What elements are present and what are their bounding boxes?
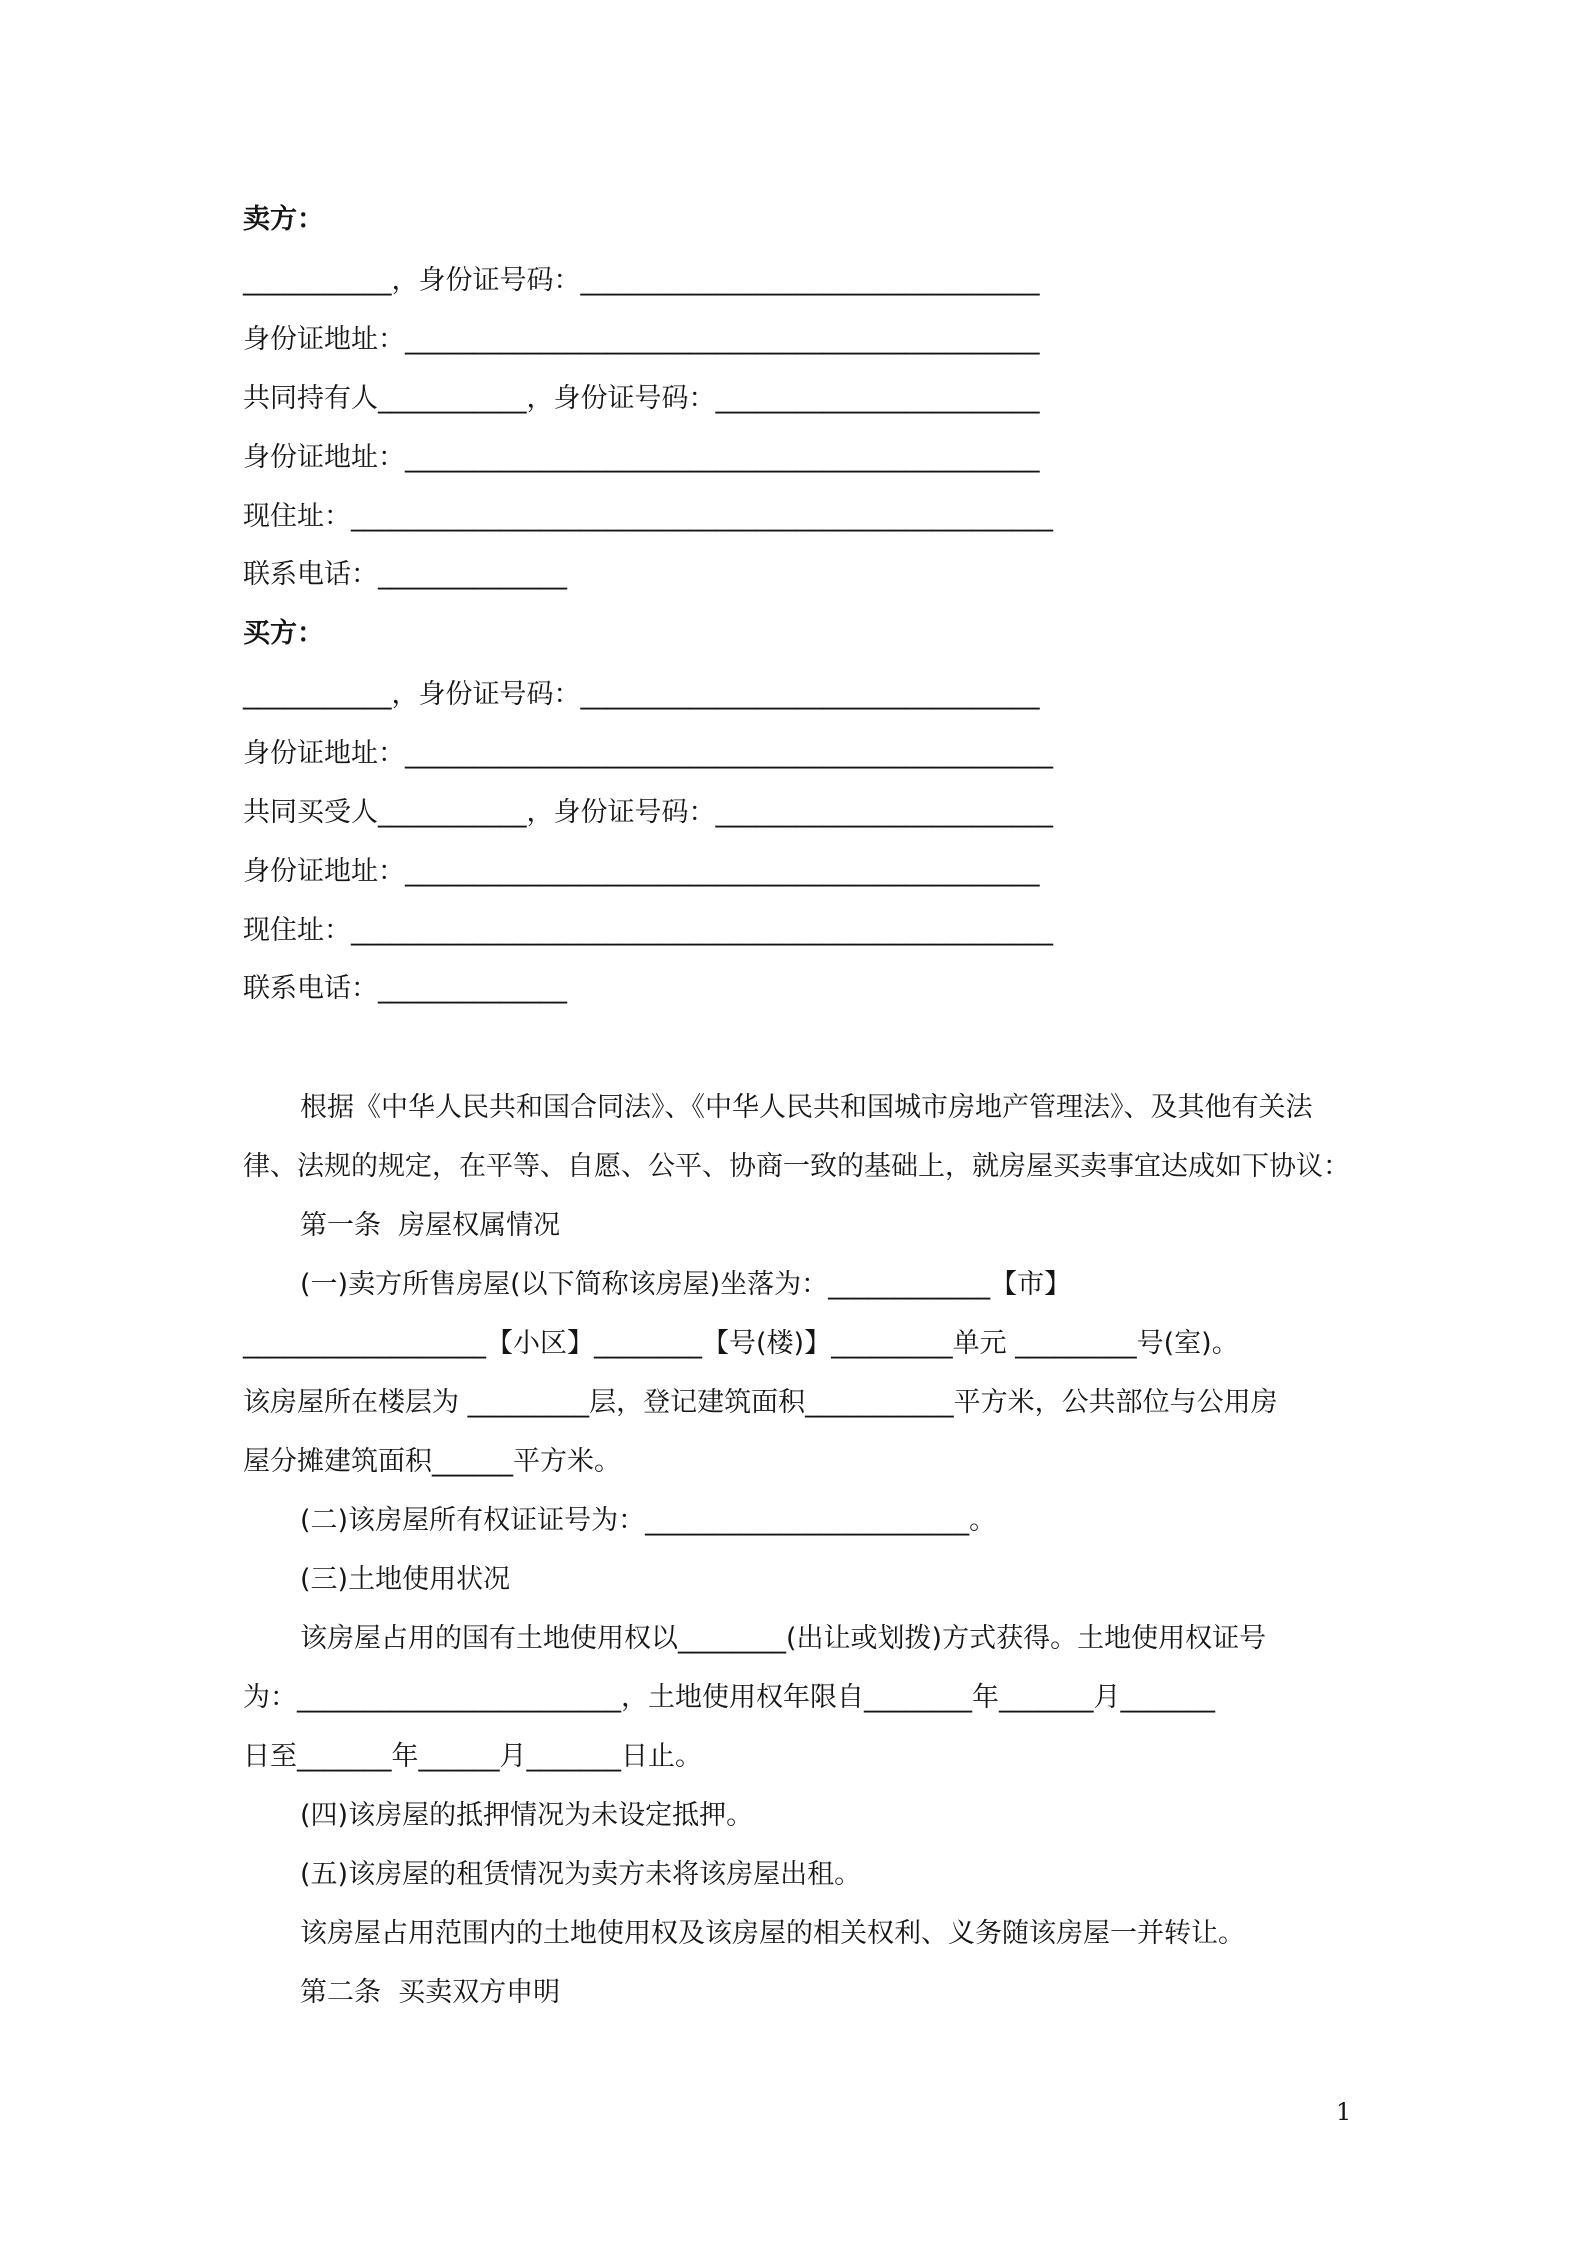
seller-heading: 卖方： xyxy=(243,204,324,235)
buyer-phone-line: 联系电话：______________ xyxy=(243,973,567,1004)
preamble-line-2: 律、法规的规定，在平等、自愿、公平、协商一致的基础上，就房屋买卖事宜达成如下协议： xyxy=(243,1151,1350,1182)
article-1-clause-5: (五)该房屋的租赁情况为卖方未将该房屋出租。 xyxy=(300,1859,862,1890)
article-1-clause-1-line-3: 该房屋所在楼层为 _________层，登记建筑面积___________平方米，公共部位与公用房 xyxy=(243,1387,1278,1418)
buyer-heading: 买方： xyxy=(243,618,324,649)
buyer-co-buyer-line: 共同买受人___________，身份证号码：_________________________ xyxy=(243,797,1053,828)
seller-co-owner-line: 共同持有人___________，身份证号码：________________________ xyxy=(243,383,1040,414)
page-number: 1 xyxy=(1336,2098,1352,2126)
article-1-clause-3-line-1: 该房屋占用的国有土地使用权以________(出让或划拨)方式获得。土地使用权证号 xyxy=(300,1623,1267,1654)
buyer-co-id-address-line: 身份证地址：_______________________________________________ xyxy=(243,856,1040,887)
buyer-name-id-line: ___________，身份证号码：__________________________________ xyxy=(243,679,1040,710)
article-1-clause-4: (四)该房屋的抵押情况为未设定抵押。 xyxy=(300,1800,754,1831)
seller-name-id-line: ___________，身份证号码：__________________________________ xyxy=(243,265,1040,296)
article-1-clause-3-line-3: 日至_______年______月_______日止。 xyxy=(243,1741,702,1772)
article-2-title: 第二条 买卖双方申明 xyxy=(300,1977,561,2008)
seller-current-address-line: 现住址：____________________________________________________ xyxy=(243,501,1053,532)
article-1-clause-1-line-4: 屋分摊建筑面积______平方米。 xyxy=(243,1446,621,1477)
seller-id-address-line: 身份证地址：_______________________________________________ xyxy=(243,324,1040,355)
preamble-line-1: 根据《中华人民共和国合同法》、《中华人民共和国城市房地产管理法》、及其他有关法 xyxy=(300,1092,1313,1123)
article-1-title: 第一条 房屋权属情况 xyxy=(300,1210,561,1241)
buyer-current-address-line: 现住址：____________________________________________________ xyxy=(243,915,1053,946)
article-1-clause-1-line-1: (一)卖方所售房屋(以下简称该房屋)坐落为：____________【市】 xyxy=(300,1269,1072,1300)
seller-co-id-address-line: 身份证地址：_______________________________________________ xyxy=(243,442,1040,473)
article-1-clause-2: (二)该房屋所有权证证号为：________________________。 xyxy=(300,1505,997,1536)
article-1-closing: 该房屋占用范围内的土地使用权及该房屋的相关权利、义务随该房屋一并转让。 xyxy=(300,1918,1245,1949)
article-1-clause-3-line-2: 为：________________________，土地使用权年限自________年_______月_______ xyxy=(243,1682,1215,1713)
article-1-clause-1-line-2: __________________【小区】________【号(楼)】_________单元 _________号(室)。 xyxy=(243,1328,1239,1359)
seller-phone-line: 联系电话：______________ xyxy=(243,559,567,590)
buyer-id-address-line: 身份证地址：________________________________________________ xyxy=(243,738,1053,769)
article-1-clause-3-title: (三)土地使用状况 xyxy=(300,1564,511,1595)
